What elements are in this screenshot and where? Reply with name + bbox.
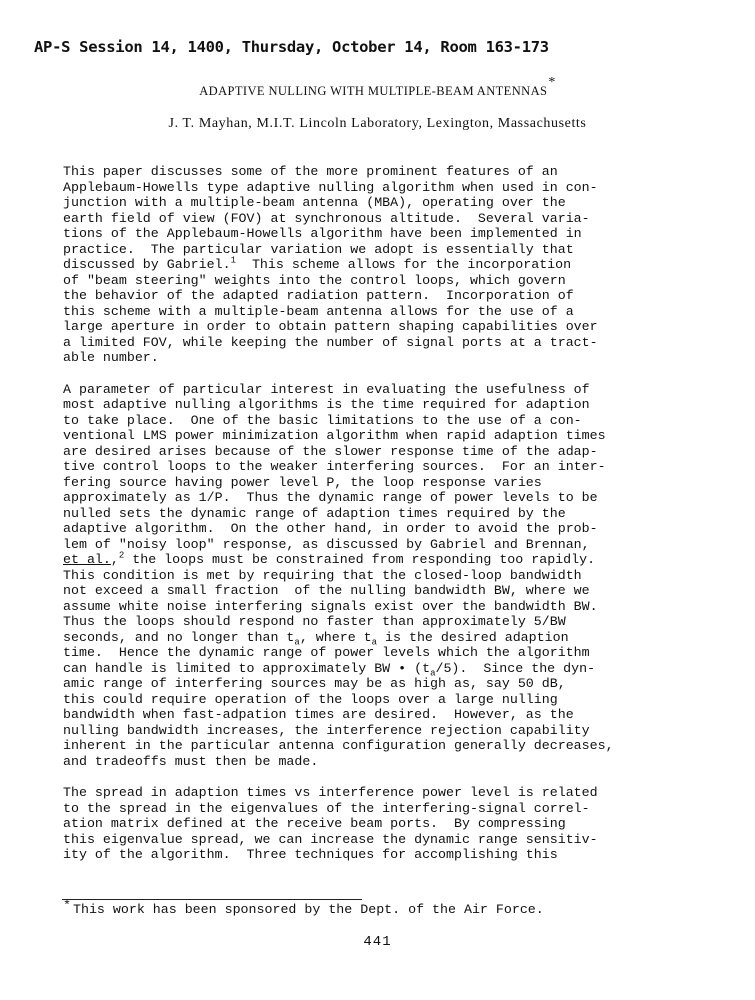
text-segment: the loops must be constrained from responding too rapidly.: [124, 552, 596, 567]
text-line: tive control loops to the weaker interfering sources. For an inter-: [63, 459, 606, 474]
subscript: a: [430, 668, 436, 679]
paragraph-1: [63, 164, 703, 366]
text-line: this eigenvalue spread, we can increase the dynamic range sensitiv-: [63, 831, 598, 847]
text-line: a limited FOV, while keeping the number of signal ports at a tract-: [63, 334, 598, 350]
text-line: tions of the Applebaum-Howells algorithm have been implemented in: [63, 226, 582, 241]
text-line: earth field of view (FOV) at synchronous altitude. Several varia-: [63, 210, 590, 226]
text-line: lem of "noisy loop" response, as discussed by Gabriel and Brennan,: [63, 536, 590, 552]
paper-title-text: ADAPTIVE NULLING WITH MULTIPLE-BEAM ANTENNAS: [199, 84, 548, 98]
text-line: this scheme with a multiple-beam antenna allows for the use of a: [63, 303, 574, 319]
author-line: J. T. Mayhan, M.I.T. Lincoln Laboratory, Lexington, Massachusetts: [168, 116, 587, 131]
text-line: most adaptive nulling algorithms is the time required for adaption: [63, 397, 590, 412]
text-line: fering source having power level P, the loop response varies: [63, 474, 542, 490]
et-al-underlined: et al.: [63, 552, 111, 567]
text-line: The spread in adaption times vs interference power level is related: [63, 785, 598, 800]
text-line: and tradeoffs must then be made.: [63, 753, 319, 769]
session-header: AP-S Session 14, 1400, Thursday, October 14, Room 163-173: [34, 38, 549, 56]
footnote-mark: *: [63, 898, 71, 913]
text-line: nulled sets the dynamic range of adaption times required by the: [63, 505, 566, 521]
text-segment: /5). Since the dyn-: [435, 660, 596, 676]
title-footnote-mark: *: [548, 75, 556, 90]
text-line: this could require operation of the loops over a large nulling: [63, 691, 558, 707]
text-line: are desired arises because of the slower response time of the adap-: [63, 443, 598, 459]
text-line: ventional LMS power minimization algorithm when rapid adaption times: [63, 428, 606, 443]
footnote-text: This work has been sponsored by the Dept. of the Air Force.: [72, 902, 544, 917]
text-segment: discussed by Gabriel.: [63, 257, 231, 272]
paragraph-3: [63, 785, 703, 863]
text-line: time. Hence the dynamic range of power levels which the algorithm: [63, 645, 590, 660]
text-line: assume white noise interfering signals exist over the bandwidth BW.: [63, 598, 598, 614]
subscript: a: [294, 637, 300, 648]
text-line: of "beam steering" weights into the control loops, which govern: [63, 272, 566, 288]
text-segment: ,: [110, 552, 119, 567]
text-line: nulling bandwidth increases, the interference rejection capability: [63, 722, 590, 738]
footnote: [63, 898, 544, 917]
page-number: 441: [363, 934, 392, 950]
text-line: Applebaum-Howells type adaptive nulling algorithm when used in con-: [63, 179, 598, 195]
text-line: approximately as 1/P. Thus the dynamic range of power levels to be: [63, 490, 598, 505]
text-line: amic range of interfering sources may be as high as, say 50 dB,: [63, 676, 566, 691]
subscript: a: [371, 637, 378, 648]
text-line: the behavior of the adapted radiation pattern. Incorporation of: [63, 288, 574, 303]
text-segment: can handle is limited to approximately BW • (t: [63, 660, 431, 676]
abstract-body: [63, 164, 703, 879]
text-segment: , where t: [299, 629, 372, 645]
text-segment: This scheme allows for the incorporation: [235, 257, 572, 272]
text-line: ation matrix defined at the receive beam ports. By compressing: [63, 816, 566, 831]
text-line: ity of the algorithm. Three techniques for accomplishing this: [63, 847, 558, 862]
text-line: Thus the loops should respond no faster than approximately 5/BW: [63, 614, 566, 629]
text-line: large aperture in order to obtain pattern shaping capabilities over: [63, 319, 598, 334]
text-line: This condition is met by requiring that the closed-loop bandwidth: [63, 567, 582, 583]
reference-2: 2: [118, 550, 125, 561]
paper-title: [0, 75, 755, 100]
text-line: [63, 661, 703, 677]
text-line: A parameter of particular interest in evaluating the usefulness of: [63, 381, 590, 397]
footnote-divider: [62, 899, 362, 900]
text-line: junction with a multiple-beam antenna (MBA), operating over the: [63, 195, 566, 210]
text-line: to take place. One of the basic limitations to the use of a con-: [63, 412, 582, 428]
text-line: able number.: [63, 350, 159, 365]
text-line: adaptive algorithm. On the other hand, in order to avoid the prob-: [63, 521, 598, 536]
text-segment: seconds, and no longer than t: [63, 629, 295, 645]
paragraph-2: [63, 382, 703, 770]
text-segment: is the desired adaption: [377, 629, 569, 645]
text-line: This paper discusses some of the more prominent features of an: [63, 164, 558, 179]
text-line: [63, 630, 703, 646]
text-line: inherent in the particular antenna configuration generally decreases,: [63, 738, 614, 753]
text-line: [63, 257, 703, 273]
text-line: [63, 552, 703, 568]
reference-1: 1: [230, 255, 236, 266]
text-line: bandwidth when fast-adpation times are desired. However, as the: [63, 707, 574, 722]
text-line: to the spread in the eigenvalues of the interfering-signal correl-: [63, 800, 590, 816]
text-line: practice. The particular variation we adopt is essentially that: [63, 241, 574, 257]
text-line: not exceed a small fraction of the nulling bandwidth BW, where we: [63, 583, 590, 598]
